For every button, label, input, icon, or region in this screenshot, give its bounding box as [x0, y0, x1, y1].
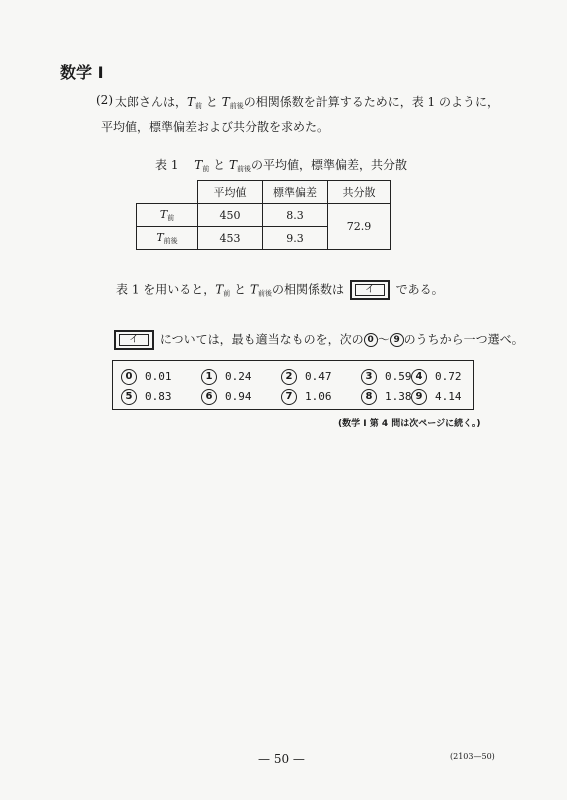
option-8[interactable] [361, 389, 412, 405]
header-sd: 標準偏差 [263, 181, 328, 204]
option-6[interactable] [201, 389, 252, 405]
option-value: 0.59 [385, 370, 412, 383]
option-number-circle: 9 [411, 389, 427, 405]
var-t-before-after: T [221, 95, 230, 109]
intro-mid: と [205, 95, 218, 109]
range-start-circle: 0 [364, 333, 378, 347]
intro-line-1 [115, 93, 499, 111]
answer-box-ref-label: イ [119, 334, 149, 346]
use-var-t1: T [215, 282, 224, 297]
row2-var-t: T [156, 230, 164, 244]
option-7[interactable] [281, 389, 332, 405]
cell-mean-before: 450 [198, 204, 263, 227]
question-number: (2) [96, 93, 113, 107]
answer-box-label: イ [355, 284, 385, 296]
row-label-before-after [137, 227, 198, 250]
row1-sub: 前 [167, 213, 175, 222]
caption-sub2: 前後 [236, 165, 251, 173]
statistics-table [136, 180, 391, 250]
continue-note: (数学 I 第 4 問は次ページに続く。) [338, 419, 481, 429]
table-row [137, 204, 391, 227]
page-code: (2103—50) [450, 752, 495, 761]
page-number: — 50 — [258, 752, 305, 766]
use-mid: と [234, 282, 247, 297]
answer-options-box [112, 360, 474, 410]
option-4[interactable] [411, 369, 462, 385]
caption-label: 表 1 [155, 158, 179, 172]
choose-tilde: ～ [377, 332, 390, 347]
use-suffix: の相関係数は [271, 282, 344, 297]
option-number-circle: 0 [121, 369, 137, 385]
answer-box-i[interactable] [350, 280, 390, 300]
caption-var-t2: T [228, 158, 237, 172]
option-9[interactable] [411, 389, 462, 405]
var-t-before: T [187, 95, 196, 109]
option-value: 0.47 [305, 370, 332, 383]
cell-sd-before: 8.3 [263, 204, 328, 227]
option-value: 1.38 [385, 390, 412, 403]
cell-sd-before-after: 9.3 [263, 227, 328, 250]
row2-sub: 前後 [163, 236, 178, 245]
option-5[interactable] [121, 389, 172, 405]
option-value: 4.14 [435, 390, 462, 403]
header-covariance: 共分散 [328, 181, 391, 204]
choose-text: については，最も適当なものを，次の [159, 332, 364, 347]
choose-end: のうちから一つ選べ。 [403, 332, 524, 347]
sub-before-after: 前後 [229, 102, 244, 110]
use-end: である。 [395, 282, 444, 297]
cell-mean-before-after: 453 [198, 227, 263, 250]
option-number-circle: 3 [361, 369, 377, 385]
table-header-row [137, 181, 391, 204]
intro-line-2: 平均値，標準偏差および共分散を求めた。 [101, 120, 330, 134]
option-value: 0.94 [225, 390, 252, 403]
table-caption [155, 156, 407, 174]
option-number-circle: 1 [201, 369, 217, 385]
option-number-circle: 5 [121, 389, 137, 405]
option-value: 0.83 [145, 390, 172, 403]
option-number-circle: 8 [361, 389, 377, 405]
use-sub2: 前後 [257, 289, 272, 298]
intro-prefix: 太郎さんは， [115, 95, 188, 109]
row1-var-t: T [159, 207, 168, 221]
option-number-circle: 7 [281, 389, 297, 405]
option-number-circle: 6 [201, 389, 217, 405]
caption-mid: と [213, 158, 226, 172]
header-mean: 平均値 [198, 181, 263, 204]
option-number-circle: 4 [411, 369, 427, 385]
option-value: 0.24 [225, 370, 252, 383]
sub-before: 前 [195, 102, 203, 110]
table-corner-cell [137, 181, 198, 204]
range-end-circle: 9 [390, 333, 404, 347]
subject-title: 数学 I [60, 63, 104, 82]
use-prefix: 表 1 を用いると， [116, 282, 216, 297]
option-number-circle: 2 [281, 369, 297, 385]
caption-suffix: の平均値，標準偏差，共分散 [250, 158, 407, 172]
option-value: 1.06 [305, 390, 332, 403]
option-2[interactable] [281, 369, 332, 385]
option-value: 0.01 [145, 370, 172, 383]
row-label-before [137, 204, 198, 227]
choose-sentence [112, 330, 524, 350]
option-0[interactable] [121, 369, 172, 385]
cell-covariance: 72.9 [328, 204, 391, 250]
caption-sub1: 前 [202, 165, 210, 173]
answer-box-i-ref[interactable] [114, 330, 154, 350]
use-var-t2: T [249, 282, 258, 297]
option-3[interactable] [361, 369, 412, 385]
correlation-sentence [116, 280, 444, 300]
use-sub1: 前 [223, 289, 231, 298]
intro-suffix: の相関係数を計算するために，表 1 のように， [243, 95, 499, 109]
caption-var-t1: T [194, 158, 203, 172]
option-value: 0.72 [435, 370, 462, 383]
option-1[interactable] [201, 369, 252, 385]
